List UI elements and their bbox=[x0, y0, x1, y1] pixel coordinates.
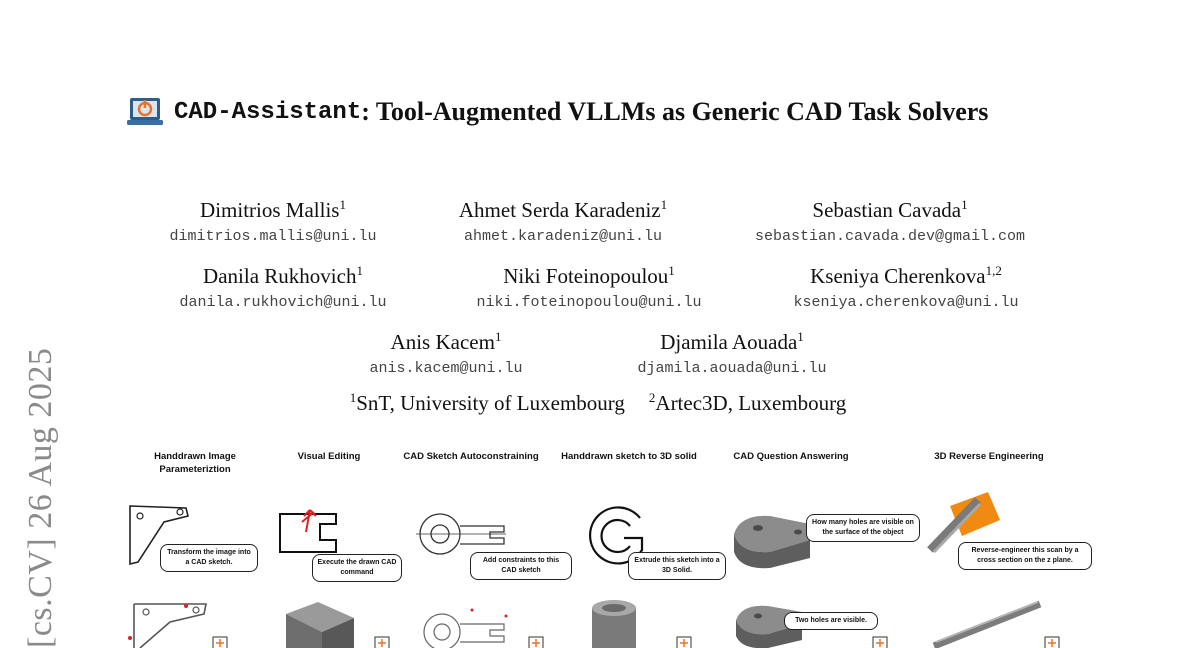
column-label: CAD Sketch Autoconstraining bbox=[403, 451, 539, 462]
figure-column bbox=[914, 450, 1064, 480]
author-email[interactable]: niki.foteinopoulou@uni.lu bbox=[476, 294, 702, 311]
author-name: Dimitrios Mallis bbox=[200, 198, 340, 222]
arxiv-stamp bbox=[22, 348, 60, 648]
affil-text: SnT, University of Luxembourg bbox=[356, 391, 625, 415]
author-email[interactable]: djamila.aouada@uni.lu bbox=[637, 360, 827, 377]
figure-column bbox=[254, 450, 404, 480]
answer-bubble: Two holes are visible. bbox=[784, 612, 878, 630]
author-block bbox=[179, 259, 386, 311]
affil-sup: 2 bbox=[648, 390, 656, 405]
plus-icon bbox=[212, 636, 228, 648]
author-block bbox=[793, 259, 1018, 311]
author-name: Sebastian Cavada bbox=[812, 198, 962, 222]
figure-column bbox=[554, 450, 704, 480]
cad-bracket-result bbox=[126, 598, 226, 648]
plus-icon bbox=[528, 636, 544, 648]
plus-icon bbox=[1044, 636, 1060, 648]
author-sup: 1 bbox=[339, 197, 346, 212]
constrained-sketch-result bbox=[420, 602, 520, 648]
cad-assistant-logo-icon bbox=[126, 92, 166, 132]
extruded-cylinder-result bbox=[586, 598, 646, 648]
author-block bbox=[369, 325, 522, 377]
prompt-bubble: Execute the drawn CAD command bbox=[312, 554, 402, 582]
author-sup: 1 bbox=[668, 263, 675, 278]
figure-column bbox=[716, 450, 866, 480]
teaser-figure bbox=[120, 450, 1090, 648]
author-sup: 1 bbox=[494, 329, 502, 344]
author-email[interactable]: sebastian.cavada.dev@gmail.com bbox=[754, 228, 1026, 245]
author-name: Djamila Aouada bbox=[660, 330, 798, 354]
plus-icon bbox=[676, 636, 692, 648]
extruded-block-result bbox=[278, 598, 358, 648]
author-sup: 1 bbox=[961, 197, 968, 212]
arxiv-stamp-text: [cs.CV] 26 Aug 2025 bbox=[22, 347, 59, 648]
question-bubble: How many holes are visible on the surface of the object bbox=[806, 514, 920, 542]
author-email[interactable]: kseniya.cherenkova@uni.lu bbox=[793, 294, 1019, 311]
author-email[interactable]: dimitrios.mallis@uni.lu bbox=[169, 228, 377, 245]
author-email[interactable]: danila.rukhovich@uni.lu bbox=[179, 294, 387, 311]
author-name: Ahmet Serda Karadeniz bbox=[458, 198, 661, 222]
column-label: CAD Question Answering bbox=[733, 451, 849, 462]
column-label: Handdrawn Image Parameteriztion bbox=[154, 451, 236, 475]
author-email[interactable]: ahmet.karadeniz@uni.lu bbox=[463, 228, 663, 245]
affil-text: Artec3D, Luxembourg bbox=[655, 391, 847, 415]
author-block bbox=[637, 325, 826, 377]
author-sup: 1 bbox=[356, 263, 363, 278]
column-label: Visual Editing bbox=[297, 451, 361, 462]
prompt-bubble: Reverse-engineer this scan by a cross section on the z plane. bbox=[958, 542, 1092, 570]
figure-column bbox=[396, 450, 546, 480]
title-tool-name: CAD-Assistant bbox=[174, 98, 362, 126]
title-rest: : Tool-Augmented VLLMs as Generic CAD Task Solvers bbox=[361, 97, 989, 126]
affil-sup: 1 bbox=[349, 390, 357, 405]
affiliations bbox=[350, 390, 847, 416]
author-block bbox=[476, 259, 701, 311]
prompt-bubble: Extrude this sketch into a 3D Solid. bbox=[628, 552, 726, 580]
author-email[interactable]: anis.kacem@uni.lu bbox=[369, 360, 523, 377]
prompt-bubble: Transform the image into a CAD sketch. bbox=[160, 544, 258, 572]
prompt-bubble: Add constraints to this CAD sketch bbox=[470, 552, 572, 580]
plus-icon bbox=[872, 636, 888, 648]
author-block bbox=[169, 193, 376, 245]
author-sup: 1 bbox=[660, 197, 668, 212]
author-name: Danila Rukhovich bbox=[203, 264, 357, 288]
paper-title bbox=[126, 92, 988, 132]
plus-icon bbox=[374, 636, 390, 648]
reverse-engineered-rail bbox=[924, 600, 1044, 648]
author-name: Niki Foteinopoulou bbox=[503, 264, 669, 288]
author-sup: 1,2 bbox=[985, 263, 1002, 278]
figure-column bbox=[120, 450, 270, 480]
author-block bbox=[459, 193, 667, 245]
author-name: Anis Kacem bbox=[390, 330, 495, 354]
author-name: Kseniya Cherenkova bbox=[810, 264, 986, 288]
author-sup: 1 bbox=[797, 329, 804, 344]
author-block bbox=[755, 193, 1025, 245]
column-label: 3D Reverse Engineering bbox=[934, 451, 1044, 462]
column-label: Handdrawn sketch to 3D solid bbox=[561, 451, 697, 462]
